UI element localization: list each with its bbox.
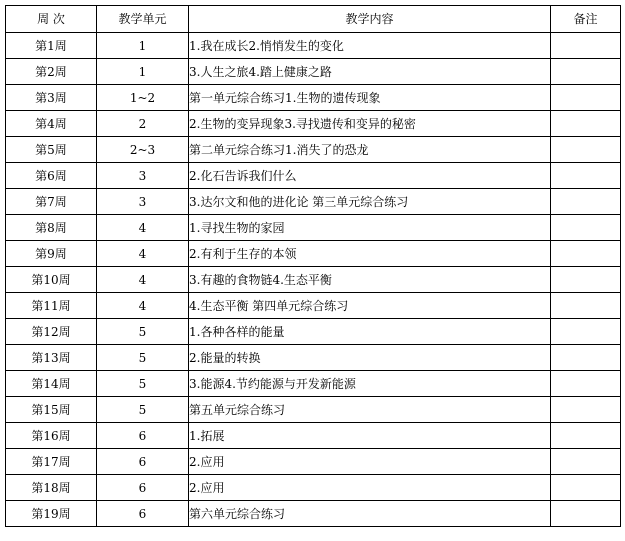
week-cell: 第19周 xyxy=(6,501,97,527)
unit-cell: 6 xyxy=(97,423,189,449)
content-cell: 4.生态平衡 第四单元综合练习 xyxy=(189,293,551,319)
note-cell xyxy=(551,319,621,345)
note-cell xyxy=(551,33,621,59)
unit-cell: 3 xyxy=(97,163,189,189)
unit-cell: 6 xyxy=(97,475,189,501)
note-cell xyxy=(551,293,621,319)
table-row xyxy=(6,111,621,137)
table-row xyxy=(6,319,621,345)
header-week: 周 次 xyxy=(6,6,97,33)
week-cell: 第1周 xyxy=(6,33,97,59)
week-cell: 第2周 xyxy=(6,59,97,85)
content-cell: 第一单元综合练习1.生物的遗传现象 xyxy=(189,85,551,111)
unit-cell: 1 xyxy=(97,59,189,85)
table-row xyxy=(6,397,621,423)
week-cell: 第5周 xyxy=(6,137,97,163)
table-row xyxy=(6,267,621,293)
note-cell xyxy=(551,137,621,163)
note-cell xyxy=(551,371,621,397)
content-cell: 1.我在成长2.悄悄发生的变化 xyxy=(189,33,551,59)
unit-cell: 5 xyxy=(97,371,189,397)
unit-cell: 2 xyxy=(97,111,189,137)
teaching-schedule-table xyxy=(5,5,621,527)
unit-cell: 3 xyxy=(97,189,189,215)
table-row xyxy=(6,137,621,163)
unit-cell: 4 xyxy=(97,215,189,241)
table-row xyxy=(6,449,621,475)
unit-cell: 4 xyxy=(97,293,189,319)
content-cell: 3.有趣的食物链4.生态平衡 xyxy=(189,267,551,293)
header-row xyxy=(6,6,621,33)
header-note: 备注 xyxy=(551,6,621,33)
note-cell xyxy=(551,449,621,475)
note-cell xyxy=(551,241,621,267)
week-cell: 第6周 xyxy=(6,163,97,189)
header-content: 教学内容 xyxy=(189,6,551,33)
table-row xyxy=(6,345,621,371)
table-row xyxy=(6,371,621,397)
schedule-body xyxy=(6,33,621,527)
header-unit: 教学单元 xyxy=(97,6,189,33)
table-row xyxy=(6,423,621,449)
week-cell: 第18周 xyxy=(6,475,97,501)
table-row xyxy=(6,85,621,111)
note-cell xyxy=(551,423,621,449)
unit-cell: 5 xyxy=(97,319,189,345)
content-cell: 第二单元综合练习1.消失了的恐龙 xyxy=(189,137,551,163)
note-cell xyxy=(551,397,621,423)
note-cell xyxy=(551,345,621,371)
note-cell xyxy=(551,85,621,111)
week-cell: 第3周 xyxy=(6,85,97,111)
week-cell: 第7周 xyxy=(6,189,97,215)
table-row xyxy=(6,33,621,59)
week-cell: 第15周 xyxy=(6,397,97,423)
unit-cell: 1~2 xyxy=(97,85,189,111)
note-cell xyxy=(551,267,621,293)
table-row xyxy=(6,215,621,241)
unit-cell: 5 xyxy=(97,397,189,423)
content-cell: 第六单元综合练习 xyxy=(189,501,551,527)
week-cell: 第13周 xyxy=(6,345,97,371)
week-cell: 第14周 xyxy=(6,371,97,397)
unit-cell: 4 xyxy=(97,267,189,293)
content-cell: 2.应用 xyxy=(189,475,551,501)
week-cell: 第17周 xyxy=(6,449,97,475)
table-row xyxy=(6,189,621,215)
content-cell: 第五单元综合练习 xyxy=(189,397,551,423)
note-cell xyxy=(551,59,621,85)
note-cell xyxy=(551,189,621,215)
unit-cell: 5 xyxy=(97,345,189,371)
table-row xyxy=(6,163,621,189)
week-cell: 第9周 xyxy=(6,241,97,267)
unit-cell: 4 xyxy=(97,241,189,267)
week-cell: 第16周 xyxy=(6,423,97,449)
note-cell xyxy=(551,163,621,189)
note-cell xyxy=(551,215,621,241)
note-cell xyxy=(551,475,621,501)
content-cell: 3.人生之旅4.踏上健康之路 xyxy=(189,59,551,85)
content-cell: 3.达尔文和他的进化论 第三单元综合练习 xyxy=(189,189,551,215)
unit-cell: 2~3 xyxy=(97,137,189,163)
content-cell: 1.拓展 xyxy=(189,423,551,449)
content-cell: 3.能源4.节约能源与开发新能源 xyxy=(189,371,551,397)
content-cell: 1.各种各样的能量 xyxy=(189,319,551,345)
unit-cell: 6 xyxy=(97,501,189,527)
week-cell: 第8周 xyxy=(6,215,97,241)
content-cell: 2.能量的转换 xyxy=(189,345,551,371)
table-row xyxy=(6,501,621,527)
content-cell: 2.生物的变异现象3.寻找遗传和变异的秘密 xyxy=(189,111,551,137)
week-cell: 第10周 xyxy=(6,267,97,293)
table-row xyxy=(6,475,621,501)
content-cell: 2.化石告诉我们什么 xyxy=(189,163,551,189)
week-cell: 第11周 xyxy=(6,293,97,319)
table-row xyxy=(6,293,621,319)
note-cell xyxy=(551,501,621,527)
week-cell: 第12周 xyxy=(6,319,97,345)
unit-cell: 6 xyxy=(97,449,189,475)
content-cell: 2.有利于生存的本领 xyxy=(189,241,551,267)
table-row xyxy=(6,241,621,267)
table-row xyxy=(6,59,621,85)
content-cell: 1.寻找生物的家园 xyxy=(189,215,551,241)
content-cell: 2.应用 xyxy=(189,449,551,475)
note-cell xyxy=(551,111,621,137)
week-cell: 第4周 xyxy=(6,111,97,137)
unit-cell: 1 xyxy=(97,33,189,59)
